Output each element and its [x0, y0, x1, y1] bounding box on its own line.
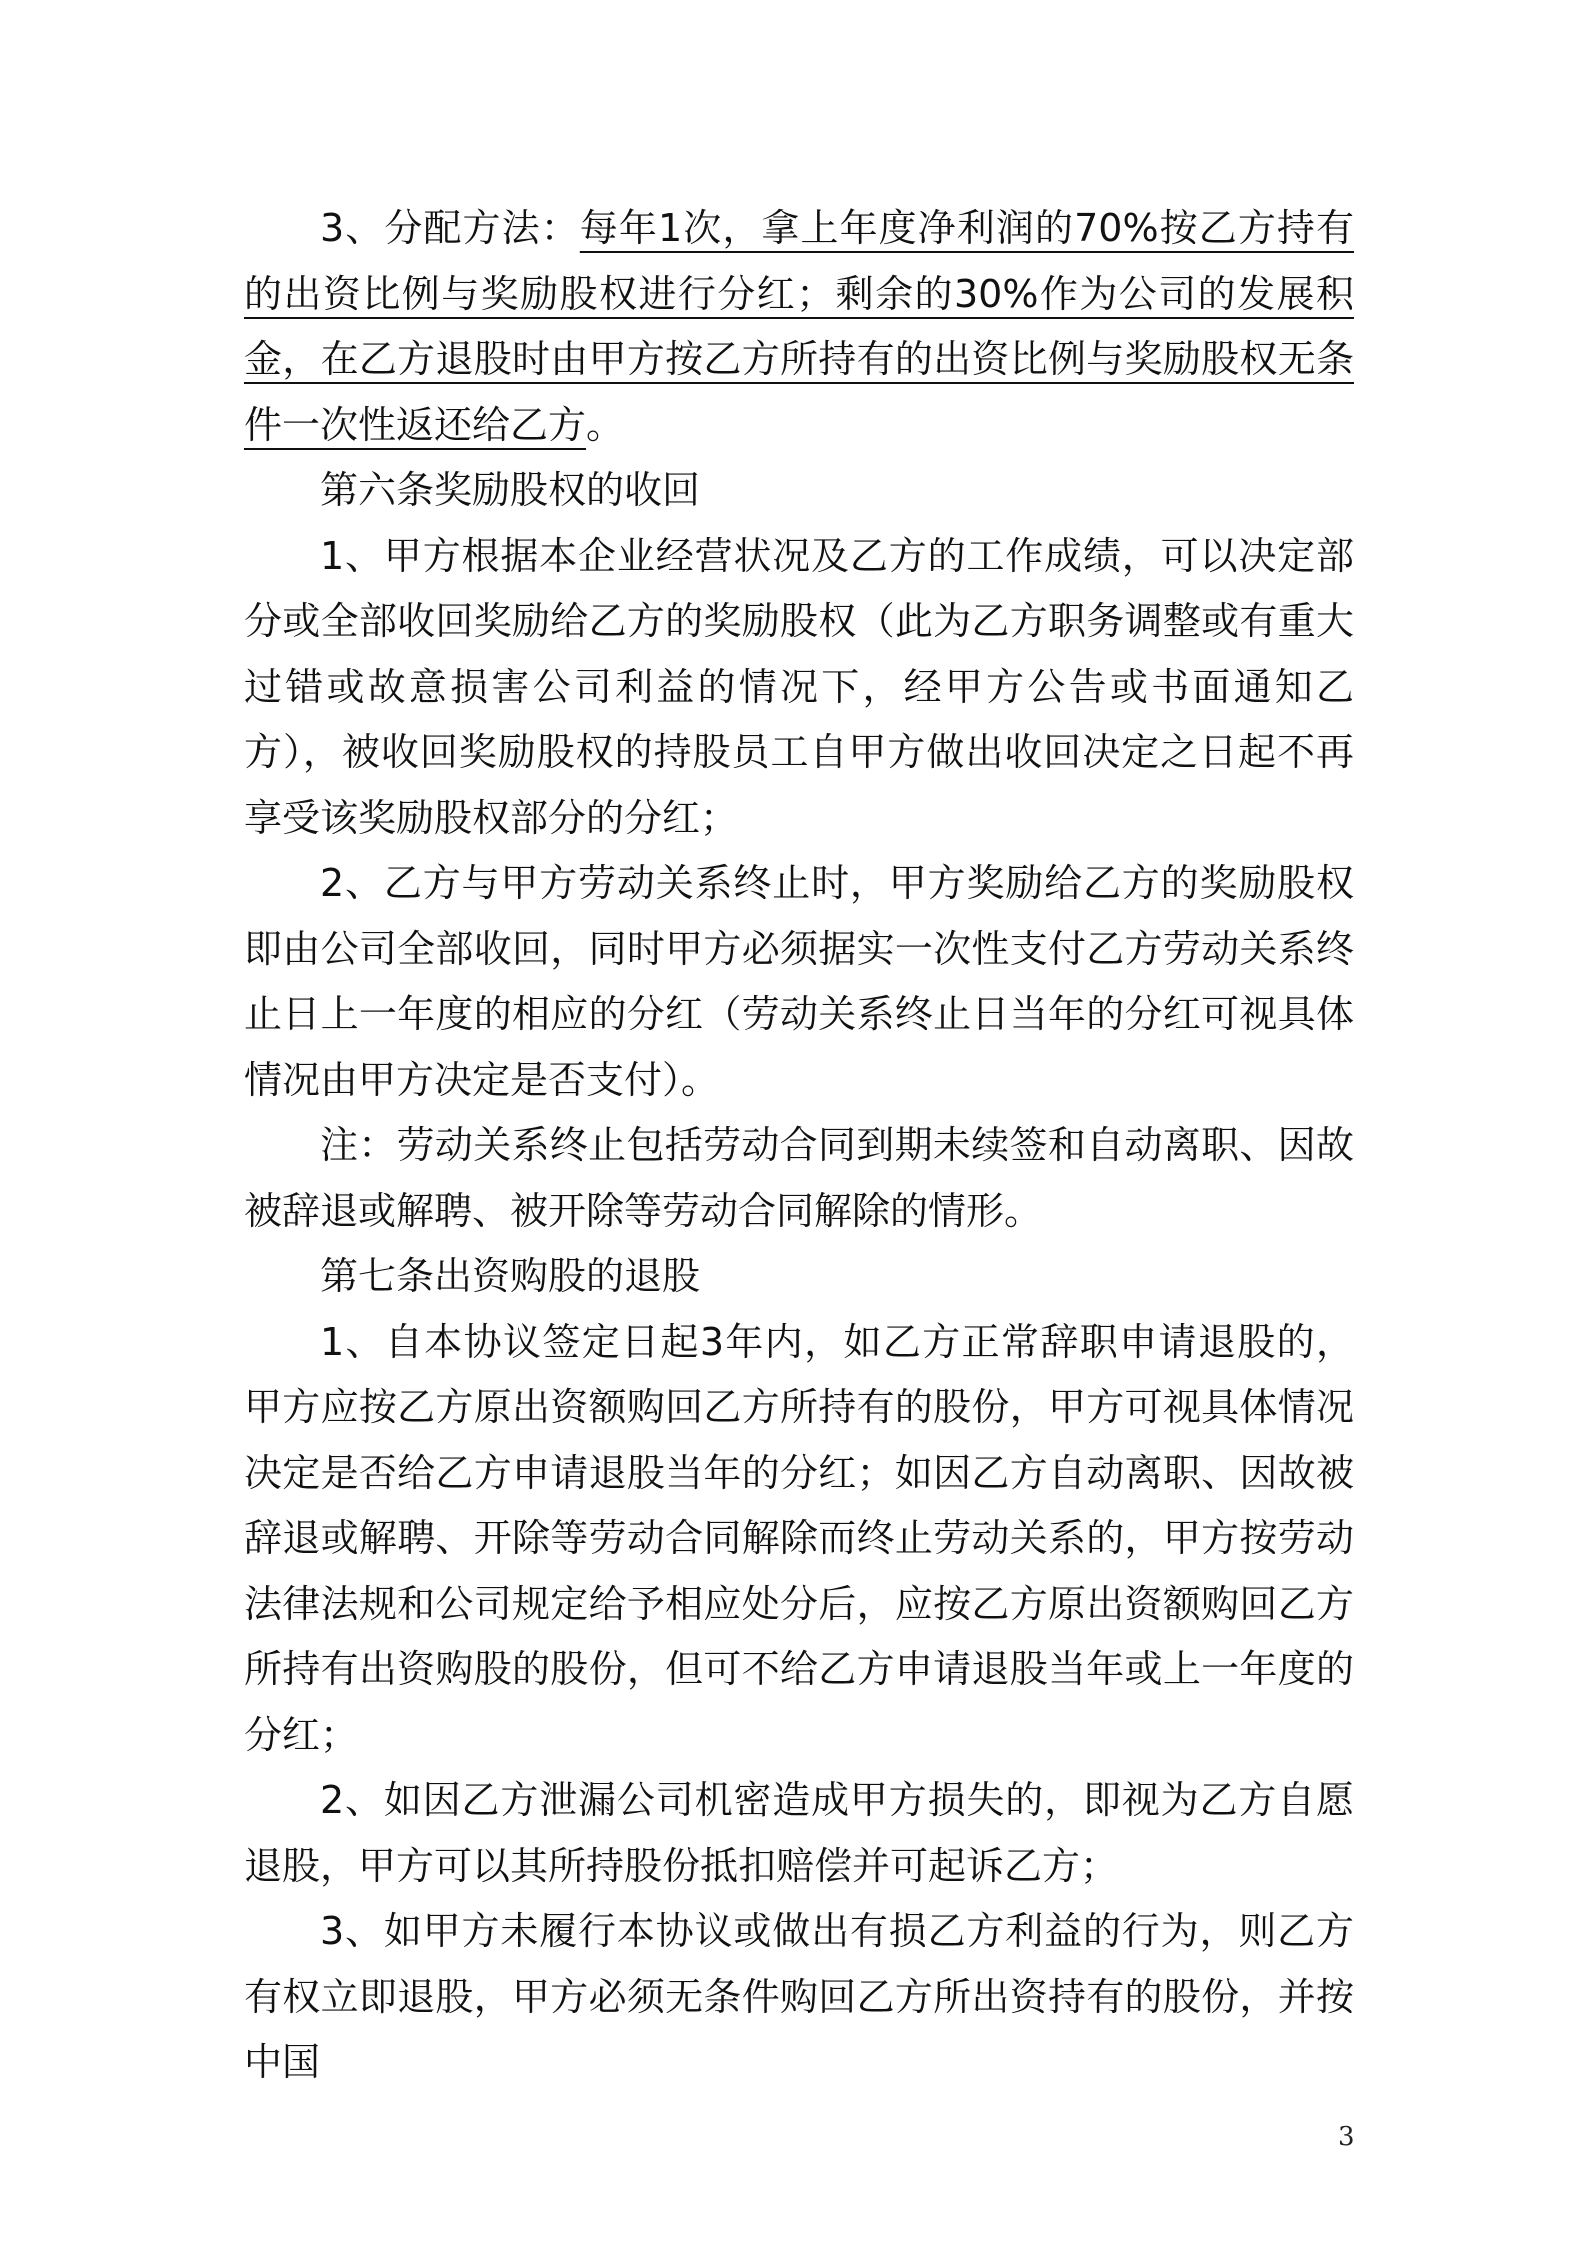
paragraph-distribution-method — [244, 196, 1354, 458]
distribution-method-underlined-text: 每年1次，拿上年度净利润的70%按乙方持有的出资比例与奖励股权进行分红；剩余的30%作为公司的发展积金，在乙方退股时由甲方按乙方所持有的出资比例与奖励股权无条件一次性返还给乙方 — [244, 206, 1355, 447]
article-6-clause-1: 1、甲方根据本企业经营状况及乙方的工作成绩，可以决定部分或全部收回奖励给乙方的奖励股权（此为乙方职务调整或有重大过错或故意损害公司利益的情况下，经甲方公告或书面通知乙方），被收回奖励股权的持股员工自甲方做出收回决定之日起不再享受该奖励股权部分的分红； — [244, 533, 1354, 840]
article-6-note: 注：劳动关系终止包括劳动合同到期未续签和自动离职、因故被辞退或解聘、被开除等劳动合同解除的情形。 — [244, 1123, 1354, 1233]
article-6-heading: 第六条奖励股权的收回 — [320, 468, 701, 512]
distribution-method-prefix: 3、分配方法： — [320, 206, 580, 250]
distribution-method-suffix: 。 — [586, 402, 625, 447]
article-6-clause-2: 2、乙方与甲方劳动关系终止时，甲方奖励给乙方的奖励股权即由公司全部收回，同时甲方必须据实一次性支付乙方劳动关系终止日上一年度的相应的分红（劳动关系终止日当年的分红可视具体情况由甲方决定是否支付）。 — [244, 861, 1354, 1102]
page-number: 3 — [1338, 2122, 1355, 2152]
article-7-heading: 第七条出资购股的退股 — [320, 1254, 701, 1298]
article-7-clause-2: 2、如因乙方泄漏公司机密造成甲方损失的，即视为乙方自愿退股，甲方可以其所持股份抵扣赔偿并可起诉乙方； — [244, 1778, 1354, 1888]
article-7-clause-1: 1、自本协议签定日起3年内，如乙方正常辞职申请退股的，甲方应按乙方原出资额购回乙方所持有的股份，甲方可视具体情况决定是否给乙方申请退股当年的分红；如因乙方自动离职、因故被辞退或解聘、开除等劳动合同解除而终止劳动关系的，甲方按劳动法律法规和公司规定给予相应处分后，应按乙方原出资额购回乙方所持有出资购股的股份，但可不给乙方申请退股当年或上一年度的分红； — [244, 1319, 1354, 1757]
article-7-clause-3: 3、如甲方未履行本协议或做出有损乙方利益的行为，则乙方有权立即退股，甲方必须无条件购回乙方所出资持有的股份，并按中国 — [244, 1909, 1354, 2084]
document-body — [244, 196, 1354, 2096]
